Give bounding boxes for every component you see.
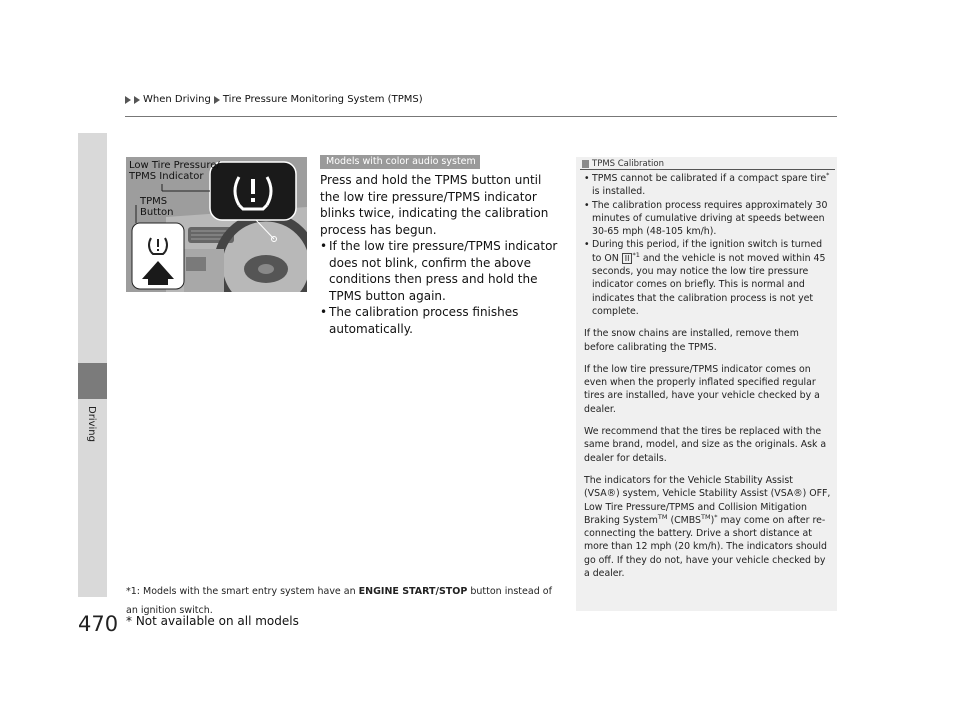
main-bullet: • The calibration process finishes automatically. bbox=[320, 305, 519, 336]
chapter-tab-marker bbox=[78, 363, 107, 399]
sidebar-bullet: • TPMS cannot be calibrated if a compact spare tire* is installed. bbox=[584, 170, 830, 198]
main-bullet: • If the low tire pressure/TPMS indicator does not blink, confirm the above conditions then press and hold the TPMS button again. bbox=[320, 239, 558, 303]
breadcrumb-arrow-icon bbox=[134, 96, 140, 104]
sidebar-paragraph: If the snow chains are installed, remove them before calibrating the TPMS. bbox=[584, 328, 799, 353]
tpms-figure bbox=[126, 157, 307, 292]
button-label: TPMS Button bbox=[140, 196, 174, 218]
chapter-label: Driving bbox=[86, 406, 97, 442]
brand-logo bbox=[258, 264, 274, 274]
breadcrumb bbox=[125, 94, 423, 105]
main-intro: Press and hold the TPMS button until the low tire pressure/TPMS indicator blinks twice, indicating the calibration process has begun. bbox=[320, 173, 549, 237]
ignition-key-icon: II bbox=[622, 253, 633, 264]
footnote: *1: Models with the smart entry system have an ENGINE START/STOP button instead of an ignition switch. bbox=[126, 586, 552, 616]
bullet-dot-icon: • bbox=[584, 199, 590, 211]
main-text bbox=[320, 172, 560, 337]
sidebar-rule bbox=[580, 169, 835, 170]
breadcrumb-arrow-icon bbox=[125, 96, 131, 104]
header-rule bbox=[125, 116, 837, 117]
sidebar-bullet: • The calibration process requires approximately 30 minutes of cumulative driving at speeds between 30-65 mph (48-105 km/h). bbox=[584, 199, 828, 238]
bullet-dot-icon: • bbox=[584, 173, 590, 184]
reference-icon bbox=[582, 160, 589, 168]
sidebar-title: TPMS Calibration bbox=[582, 159, 664, 169]
sidebar-bullet: • During this period, if the ignition switch is turned to ON II $^{*1}$ and the vehicle is not moved within 45 seconds, you may notice the low tire pressure indicator comes on briefly. This is normal and indicates that the calibration process is not yet complete. bbox=[584, 239, 826, 317]
breadcrumb-page[interactable]: Tire Pressure Monitoring System (TPMS) bbox=[222, 94, 423, 105]
sidebar-paragraph: The indicators for the Vehicle Stability Assist (VSA®) system, Vehicle Stability Assist (VSA®) OFF, Low Tire Pressure/TPMS and Collision Mitigation Braking System™ (CMBS™)* may come on after re-connecting the battery. Drive a short distance at more than 12 mph (20 km/h). The indicators should go off. If they do not, have your vehicle checked by a dealer. bbox=[584, 474, 831, 580]
page-number: 470 bbox=[78, 612, 119, 636]
bullet-dot-icon: • bbox=[584, 239, 590, 251]
bullet-dot-icon: • bbox=[320, 239, 328, 253]
indicator-label: Low Tire Pressure/ TPMS Indicator bbox=[129, 160, 220, 182]
sidebar-paragraph: We recommend that the tires be replaced with the same brand, model, and size as the originals. Ask a dealer for details. bbox=[584, 426, 827, 464]
sidebar-content bbox=[584, 172, 831, 580]
breadcrumb-arrow-icon bbox=[214, 96, 220, 104]
availability-note: * Not available on all models bbox=[126, 614, 299, 628]
sidebar-paragraph: If the low tire pressure/TPMS indicator comes on even when the properly inflated specified regular tires are installed, have your vehicle checked by a dealer. bbox=[584, 363, 820, 415]
sidebar-note bbox=[576, 157, 837, 611]
bullet-dot-icon: • bbox=[320, 305, 328, 319]
models-badge: Models with color audio system bbox=[320, 155, 480, 169]
breadcrumb-section[interactable]: When Driving bbox=[143, 94, 211, 105]
